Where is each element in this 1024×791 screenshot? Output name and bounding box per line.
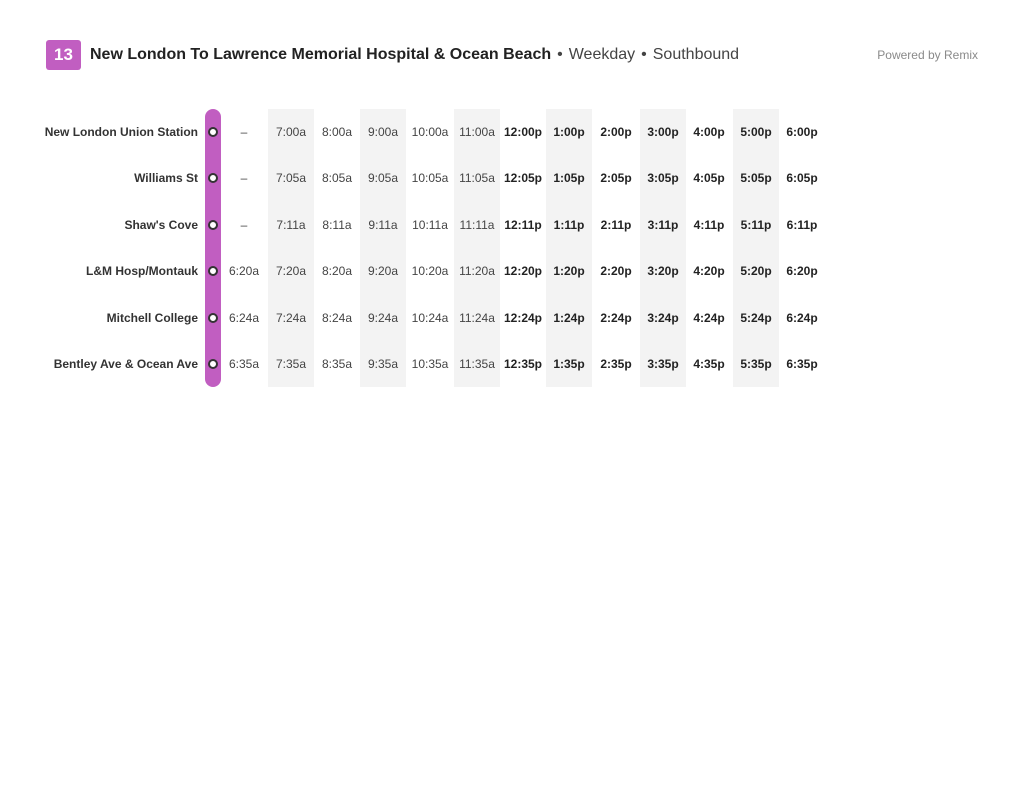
time-cell: 6:20a [228, 264, 260, 278]
column-shade [454, 109, 500, 387]
column-shade [733, 109, 779, 387]
time-cell: 6:00p [786, 125, 818, 139]
time-cell: 2:20p [600, 264, 632, 278]
time-cell: 11:11a [459, 218, 495, 232]
stop-name: L&M Hosp/Montauk [86, 264, 198, 278]
time-cell: 4:24p [693, 311, 725, 325]
stop-dot-icon [208, 127, 218, 137]
time-cell: 8:05a [321, 171, 353, 185]
time-cell: 10:35a [411, 357, 449, 371]
time-cell: 12:20p [503, 264, 543, 278]
column-shade [360, 109, 406, 387]
time-cell: 1:05p [553, 171, 585, 185]
time-cell: 7:00a [275, 125, 307, 139]
time-cell: 11:20a [459, 264, 495, 278]
separator: • [641, 46, 647, 63]
stop-dot-icon [208, 359, 218, 369]
time-cell: 2:35p [600, 357, 632, 371]
stop-dot-icon [208, 173, 218, 183]
route-name: New London To Lawrence Memorial Hospital & Ocean Beach [90, 46, 552, 63]
time-cell: 11:35a [459, 357, 495, 371]
time-cell: 9:05a [367, 171, 399, 185]
route-badge: 13 [46, 40, 81, 70]
time-cell: 6:24a [228, 311, 260, 325]
time-cell: 2:24p [600, 311, 632, 325]
time-cell: 6:20p [786, 264, 818, 278]
column-shade [546, 109, 592, 387]
time-cell: 5:05p [740, 171, 772, 185]
time-cell: 6:35p [786, 357, 818, 371]
stop-name: Williams St [134, 171, 198, 185]
time-cell: 7:35a [275, 357, 307, 371]
time-cell: 9:20a [367, 264, 399, 278]
time-cell: 5:11p [740, 218, 772, 232]
time-cell: 10:11a [412, 218, 448, 232]
time-cell: 8:24a [321, 311, 353, 325]
stop-name: Bentley Ave & Ocean Ave [53, 357, 198, 371]
time-cell: – [240, 171, 248, 185]
time-cell: 9:00a [367, 125, 399, 139]
stop-dot-icon [208, 313, 218, 323]
time-cell: 4:05p [693, 171, 725, 185]
time-cell: 10:20a [411, 264, 449, 278]
separator: • [557, 46, 563, 63]
time-cell: 7:05a [275, 171, 307, 185]
time-cell: 10:00a [411, 125, 449, 139]
time-cell: 3:11p [647, 218, 679, 232]
time-cell: 2:00p [600, 125, 632, 139]
time-cell: 1:20p [553, 264, 585, 278]
time-cell: 12:00p [503, 125, 543, 139]
time-cell: 6:24p [786, 311, 818, 325]
time-cell: 9:11a [368, 218, 398, 232]
time-cell: 1:11p [553, 218, 585, 232]
time-cell: 6:05p [786, 171, 818, 185]
time-cell: 6:11p [786, 218, 818, 232]
time-cell: 3:24p [647, 311, 679, 325]
time-cell: 8:11a [322, 218, 352, 232]
time-cell: – [240, 218, 248, 232]
column-shade [268, 109, 314, 387]
time-cell: 4:11p [693, 218, 725, 232]
service-day: Weekday [568, 46, 636, 63]
time-cell: 12:05p [503, 171, 543, 185]
time-cell: 5:00p [740, 125, 772, 139]
stop-dot-icon [208, 266, 218, 276]
time-cell: 5:35p [740, 357, 772, 371]
time-cell: 7:20a [275, 264, 307, 278]
time-cell: 7:11a [276, 218, 306, 232]
time-cell: 6:35a [228, 357, 260, 371]
time-cell: 9:35a [367, 357, 399, 371]
time-cell: 10:05a [411, 171, 449, 185]
column-shade [640, 109, 686, 387]
time-cell: 1:24p [553, 311, 585, 325]
stop-name: Mitchell College [106, 311, 198, 325]
stop-dot-icon [208, 220, 218, 230]
time-cell: 5:20p [740, 264, 772, 278]
time-cell: 8:35a [321, 357, 353, 371]
time-cell: 3:05p [647, 171, 679, 185]
route-line [205, 109, 221, 387]
time-cell: 8:00a [321, 125, 353, 139]
time-cell: 11:24a [459, 311, 495, 325]
time-cell: 3:35p [647, 357, 679, 371]
time-cell: 10:24a [411, 311, 449, 325]
stop-name: Shaw's Cove [124, 218, 198, 232]
time-cell: 12:35p [503, 357, 543, 371]
time-cell: 11:05a [459, 171, 495, 185]
time-cell: 3:00p [647, 125, 679, 139]
time-cell: 4:20p [693, 264, 725, 278]
direction: Southbound [652, 46, 740, 63]
time-cell: 8:20a [321, 264, 353, 278]
time-cell: 2:05p [600, 171, 632, 185]
time-cell: 12:24p [503, 311, 543, 325]
time-cell: 1:00p [553, 125, 585, 139]
stop-name: New London Union Station [44, 125, 198, 139]
time-cell: 1:35p [553, 357, 585, 371]
time-cell: 5:24p [740, 311, 772, 325]
time-cell: 4:35p [693, 357, 725, 371]
time-cell: 9:24a [367, 311, 399, 325]
powered-by: Powered by Remix [877, 48, 978, 62]
time-cell: 3:20p [647, 264, 679, 278]
time-cell: 7:24a [275, 311, 307, 325]
time-cell: 12:11p [504, 218, 542, 232]
time-cell: 4:00p [693, 125, 725, 139]
time-cell: – [240, 125, 248, 139]
time-cell: 11:00a [459, 125, 495, 139]
time-cell: 2:11p [600, 218, 632, 232]
